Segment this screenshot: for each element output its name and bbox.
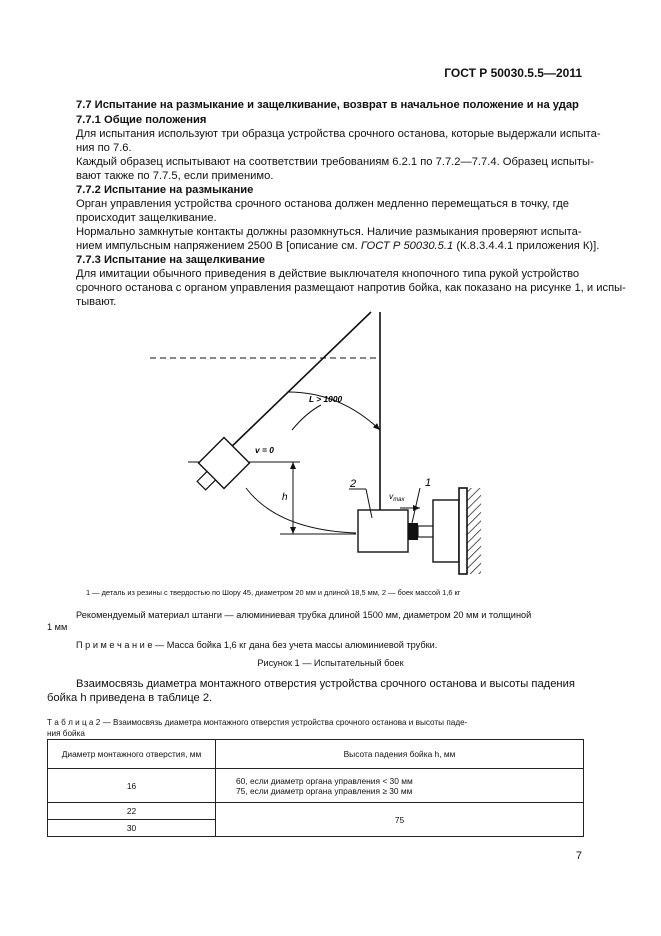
paragraph-line: Каждый образец испытывают на соответствии требованиям 6.2.1 по 7.7.2—7.7.4. Образец испыты- (76, 156, 594, 168)
recommendation-line: 1 мм (47, 622, 68, 632)
table-title: Т а б л и ц а 2 — Взаимосвязь диаметра монтажного отверстия устройства срочного останова и высоты паде- (47, 718, 468, 727)
section-7-7-1-heading: 7.7.1 Общие положения (76, 114, 207, 126)
paragraph-line: бойка h приведена в таблице 2. (47, 692, 213, 704)
section-7-7-2-heading: 7.7.2 Испытание на размыкание (76, 184, 254, 196)
paragraph-line: ния по 7.6. (76, 142, 132, 154)
paragraph-line: срочного останова с органом управления размещают напротив бойка, как показано на рисунке 1, и испы- (76, 282, 626, 294)
cell-diameter: 22 (48, 803, 216, 820)
table-title-cont: ния бойка (47, 729, 85, 738)
paragraph-line: нием импульсным напряжением 2500 В [описание см. ГОСТ Р 50030.5.1 (К.8.3.4.4.1 приложения К)]. (76, 240, 600, 252)
raised-striker (189, 438, 250, 499)
standard-reference: ГОСТ Р 50030.5.1 (360, 240, 454, 252)
zero-velocity-label: v = 0 (255, 445, 274, 455)
table-row (48, 803, 584, 820)
rubber-piece (408, 523, 418, 540)
rubber-callout-label: 1 (425, 477, 432, 489)
pendulum-rod-raised (226, 312, 371, 452)
length-label: L > 1000 (309, 394, 343, 404)
striker-callout-label: 2 (350, 478, 357, 490)
wall-hatch (467, 488, 481, 574)
doc-header: ГОСТ Р 50030.5.5—2011 (444, 66, 582, 80)
table-row (48, 769, 584, 803)
cell-diameter: 30 (48, 820, 216, 837)
recommendation-line: Рекомендуемый материал штанги — алюминиевая трубка длиной 1500 мм, диаметром 20 мм и толщиной (76, 610, 532, 620)
cell-diameter: 16 (48, 769, 216, 803)
table-header-row (48, 740, 584, 769)
paragraph-line: тывают. (76, 296, 117, 308)
section-7-7-heading: 7.7 Испытание на размыкание и защелкивание, возврат в начальное положение и на удар (76, 99, 579, 111)
cell-height: 60, если диаметр органа управления < 30 мм 75, если диаметр органа управления ≥ 30 мм (216, 769, 584, 803)
mounting-wall (459, 488, 467, 574)
figure-note: П р и м е ч а н и е — Масса бойка 1,6 кг дана без учета массы алюминиевой трубки. (76, 640, 438, 650)
emergency-stop-device (433, 500, 459, 562)
cell-height: 75 (216, 803, 584, 837)
vmax-label: $v_{max}$ (389, 491, 405, 503)
col-header-diameter: Диаметр монтажного отверстия, мм (48, 740, 216, 769)
paragraph-line: Для имитации обычного приведения в действие выключателя кнопочного типа рукой устройство (76, 268, 580, 280)
height-label: h (282, 492, 288, 503)
paragraph-line: Для испытания используют три образца устройства срочного останова, которые выдержали испыта- (76, 128, 601, 140)
paragraph-line: происходит защелкивание. (76, 212, 217, 224)
swing-trajectory (246, 488, 356, 533)
striker-at-rest (358, 510, 408, 552)
paragraph-line: Нормально замкнутые контакты должны разомкнуться. Наличие размыкания проверяют испыта- (76, 226, 582, 238)
paragraph-line: вают также по 7.7.5, если применимо. (76, 170, 274, 182)
section-7-7-3-heading: 7.7.3 Испытание на защелкивание (76, 254, 266, 266)
col-header-height: Высота падения бойка h, мм (216, 740, 584, 769)
page-number: 7 (575, 850, 582, 862)
figure-caption: Рисунок 1 — Испытательный боек (257, 658, 404, 668)
paragraph-line: Орган управления устройства срочного останова должен медленно перемещаться в точку, где (76, 198, 569, 210)
paragraph-line: Взаимосвязь диаметра монтажного отверстия устройства срочного останова и высоты падения (76, 678, 575, 690)
drop-height-table (47, 739, 584, 837)
figure-legend: 1 — деталь из резины с твердостью по Шору 45, диаметром 20 мм и длиной 18,5 мм, 2 — боек массой 1,6 кг (86, 588, 461, 597)
